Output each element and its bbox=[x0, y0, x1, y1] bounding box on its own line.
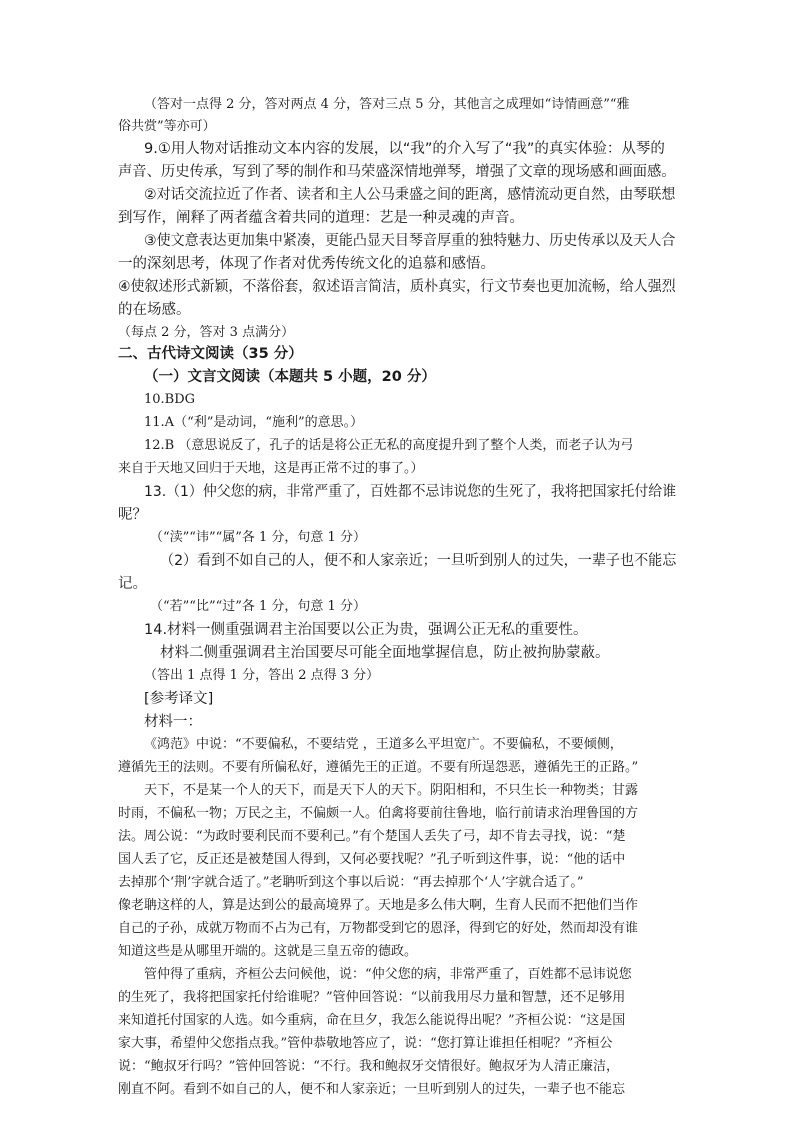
text-line: （“渎”“讳”“属”各 1 分，句意 1 分） bbox=[150, 530, 366, 545]
text-line: （每点 2 分，答对 3 点满分） bbox=[118, 325, 295, 340]
text-line: （答对一点得 2 分，答对两点 4 分，答对三点 5 分，其他言之成理如“诗情画意”“雅 bbox=[144, 97, 630, 112]
text-line: 12.B （意思说反了，孔子的话是将公正无私的高度提升到了整个人类，而老子认为弓 bbox=[144, 438, 634, 453]
text-line: 呢？ bbox=[118, 507, 147, 523]
text-line: 自己的子孙，成就万物而不占为己有，万物都受到它的恩泽，得到它的好处，然而却没有谁 bbox=[118, 921, 639, 936]
text-line: ④使叙述形式新颖，不落俗套，叙述语言简洁，质朴真实，行文节奏也更加流畅，给人强烈 bbox=[118, 279, 676, 295]
text-line: 二、古代诗文阅读（35 分） bbox=[118, 346, 303, 362]
text-line: 时雨，不偏私一物；万民之主，不偏颇一人。伯禽将要前往鲁地，临行前请求治理鲁国的方 bbox=[118, 806, 639, 821]
text-line: 到写作，阐释了两者蕴含着共同的道理：艺是一种灵魂的声音。 bbox=[118, 210, 524, 226]
text-line: ②对话交流拉近了作者、读者和主人公马秉盛之间的距离，感情流动更自然，由琴联想 bbox=[144, 187, 676, 203]
text-line: 知道这些是从哪里开端的。这就是三皇五帝的德政。 bbox=[118, 944, 418, 959]
text-line: 像老聃这样的人，算是达到公的最高境界了。天地是多么伟大啊，生育人民而不把他们当作 bbox=[118, 898, 639, 913]
text-line: 的生死了，我将把国家托付给谁呢？”管仲回答说：“以前我用尽力量和智慧，还不足够用 bbox=[118, 990, 626, 1005]
text-line: 遵循先王的法则。不要有所偏私好，遵循先王的正道。不要有所逞怨恶，遵循先王的正路。” bbox=[118, 760, 639, 775]
text-line: 俗共赏”等亦可） bbox=[118, 119, 216, 134]
text-line: 10.BDG bbox=[144, 392, 196, 407]
text-line: 声音、历史传承，写到了琴的制作和马荣盛深情地弹琴，增强了文章的现场感和画面感。 bbox=[118, 164, 676, 180]
text-line: 9.①用人物对话推动文本内容的发展，以“我”的介入写了“我”的真实体验：从琴的 bbox=[144, 141, 665, 157]
text-line: 来自于天地又回归于天地，这是再正常不过的事了。） bbox=[118, 461, 424, 476]
text-line: 《鸿范》中说：“不要偏私，不要结党 ，王道多么平坦宽广。不要偏私，不要倾侧， bbox=[144, 737, 623, 752]
text-line: 来知道托付国家的人选。如今重病，命在旦夕，我怎么能说得出呢？”齐桓公说：“这是国 bbox=[118, 1013, 626, 1028]
text-line: 11.A（“利”是动词，“施利”的意思。） bbox=[144, 415, 364, 430]
text-line: （“若”“比”“过”各 1 分，句意 1 分） bbox=[150, 599, 366, 614]
text-line: ③使文意表达更加集中紧凑，更能凸显天目琴音厚重的独特魅力、历史传承以及天人合 bbox=[144, 233, 676, 249]
text-line: 13.（1）仲父您的病，非常严重了，百姓都不忌讳说您的生死了，我将把国家托付给谁 bbox=[144, 484, 677, 500]
text-line: 记。 bbox=[118, 576, 147, 592]
text-line: 天下，不是某一个人的天下，而是天下人的天下。阴阳相和，不只生长一种物类；甘露 bbox=[144, 783, 639, 798]
text-line: 说：“鲍叔牙行吗？”管仲回答说：“不行。我和鲍叔牙交情很好。鲍叔牙为人清正廉洁， bbox=[118, 1059, 619, 1074]
text-line: 管仲得了重病，齐桓公去问候他，说：“仲父您的病，非常严重了，百姓都不忌讳说您 bbox=[144, 967, 632, 982]
text-line: 刚直不阿。看到不如自己的人，便不和人家亲近；一旦听到别人的过失，一辈子也不能忘 bbox=[118, 1082, 626, 1097]
text-line: [参考译文] bbox=[144, 691, 214, 707]
text-line: （一）文言文阅读（本题共 5 小题，20 分） bbox=[144, 369, 436, 385]
text-line: （答出 1 点得 1 分，答出 2 点得 3 分） bbox=[144, 668, 380, 683]
text-line: 的在场感。 bbox=[118, 302, 191, 318]
text-line: 去掉那个‘荆’字就合适了。”老聃听到这个事以后说：“再去掉那个‘人’字就合适了。” bbox=[118, 875, 584, 890]
text-line: 家大事，希望仲父您指点我。”管仲恭敬地答应了，说：“您打算让谁担任相呢？”齐桓公 bbox=[118, 1036, 613, 1051]
text-line: 一的深刻思考，体现了作者对优秀传统文化的追慕和感悟。 bbox=[118, 256, 495, 272]
text-line: 材料一： bbox=[144, 714, 202, 730]
text-line: （2）看到不如自己的人，便不和人家亲近；一旦听到别人的过失，一辈子也不能忘 bbox=[160, 553, 677, 569]
text-line: 国人丢了它，反正还是被楚国人得到，又何必要找呢？”孔子听到这件事，说：“他的话中 bbox=[118, 852, 626, 867]
text-line: 法。周公说：“为政时要利民而不要利己。”有个楚国人丢失了弓，却不肯去寻找，说：“楚 bbox=[118, 829, 626, 844]
text-line: 材料二侧重强调君主治国要尽可能全面地掌握信息，防止被拘胁蒙蔽。 bbox=[160, 645, 610, 661]
text-line: 14.材料一侧重强调君主治国要以公正为贵，强调公正无私的重要性。 bbox=[144, 622, 588, 638]
